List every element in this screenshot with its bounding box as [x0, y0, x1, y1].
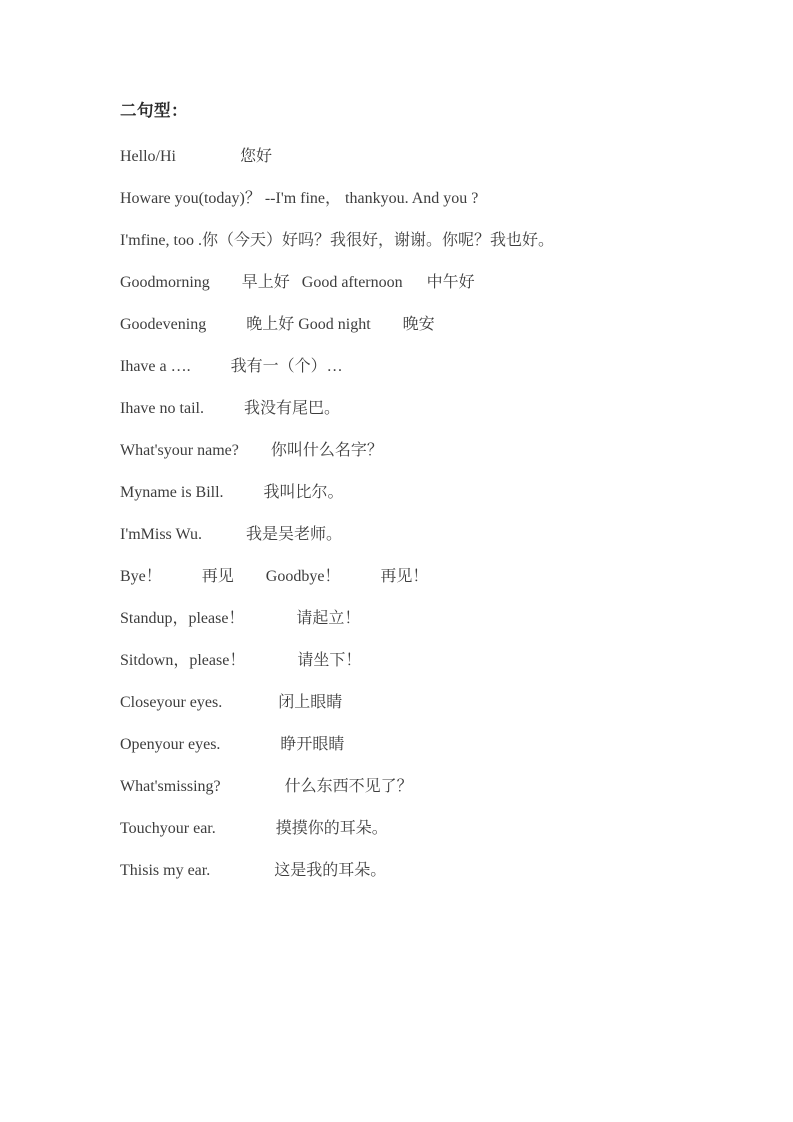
sentence-line: Bye！ 再见 Goodbye！ 再见！ [120, 568, 429, 585]
sentence-line: Howare you(today)？ --I'm fine， thankyou. And you ? [120, 190, 479, 207]
sentence-line: Goodevening 晚上好 Good night 晚安 [120, 316, 435, 333]
sentence-line: Thisis my ear. 这是我的耳朵。 [120, 862, 387, 879]
document-content [120, 103, 713, 905]
sentence-line: Standup，please！ 请起立！ [120, 610, 361, 627]
sentence-line: Goodmorning 早上好 Good afternoon 中午好 [120, 274, 475, 291]
section-heading: 二句型： [120, 102, 188, 120]
sentence-line: What'smissing? 什么东西不见了？ [120, 778, 413, 795]
sentence-line: Ihave no tail. 我没有尾巴。 [120, 400, 340, 417]
sentence-line: Closeyour eyes. 闭上眼睛 [120, 694, 343, 711]
sentence-line: Hello/Hi 您好 [120, 148, 272, 165]
sentence-line: Myname is Bill. 我叫比尔。 [120, 484, 344, 501]
sentence-line: What'syour name? 你叫什么名字？ [120, 442, 383, 459]
sentence-line: Touchyour ear. 摸摸你的耳朵。 [120, 820, 388, 837]
sentence-line: Openyour eyes. 睁开眼睛 [120, 736, 345, 753]
sentence-line: Sitdown，please！ 请坐下！ [120, 652, 362, 669]
sentence-line: Ihave a …. 我有一（个）… [120, 358, 343, 375]
sentence-line: I'mfine, too .你（今天）好吗？我很好，谢谢。你呢？我也好。 [120, 232, 554, 249]
sentence-lines [120, 149, 713, 879]
sentence-line: I'mMiss Wu. 我是吴老师。 [120, 526, 342, 543]
